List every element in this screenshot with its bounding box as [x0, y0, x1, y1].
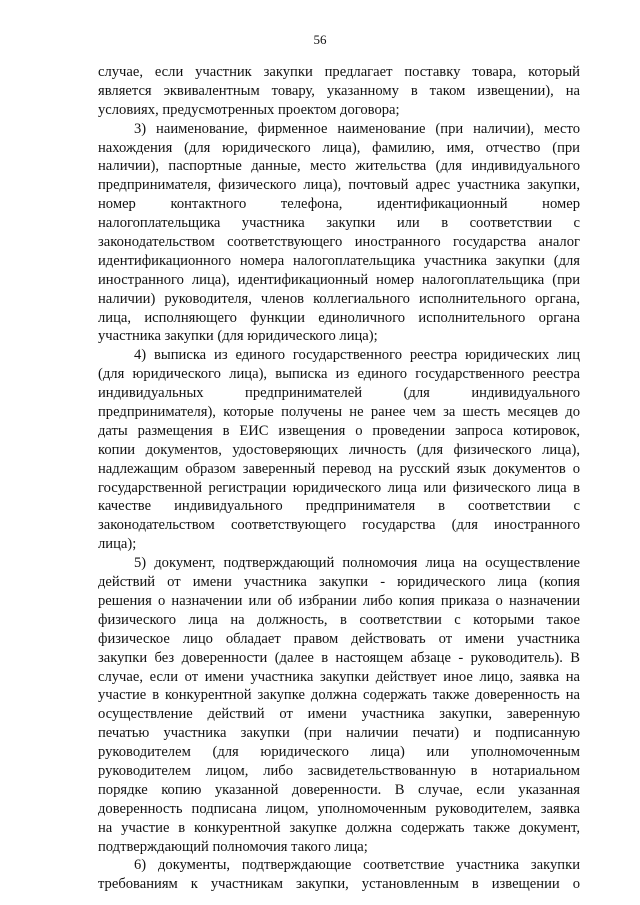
text-line: закупки без доверенности (далее в настоящем абзаце - руководитель). В [98, 649, 580, 666]
text-line: законодательством соответствующего государства (для иностранного [98, 517, 580, 534]
text-line: предпринимателя, физического лица), почтовый адрес участника закупки, [98, 177, 580, 194]
text-line: 3) наименование, фирменное наименование (при наличии), место [134, 120, 580, 137]
text-line: индивидуальных предпринимателей (для индивидуального [98, 385, 580, 402]
text-line: является эквивалентным товару, указанному в таком извещении), на [98, 82, 580, 99]
text-line: налогоплательщика участника закупки или в соответствии с [98, 215, 580, 232]
text-line: наличии) руководителя, членов коллегиального исполнительного органа, [98, 290, 580, 307]
text-line: случае, если от имени участника закупки действует иное лицо, заявка на [98, 668, 580, 685]
text-line: 6) документы, подтверждающие соответствие участника закупки [134, 857, 580, 874]
text-line: печатью участника закупки (при наличии печати) и подписанную [98, 725, 580, 742]
text-line: физическое лицо обладает правом действовать от имени участника [98, 630, 580, 647]
text-line: руководителем лицом, либо засвидетельствованную в нотариальном [98, 762, 580, 779]
text-line: надлежащим образом заверенный перевод на русский язык документов о [98, 460, 580, 477]
text-line: требованиям к участникам закупки, установленным в извещении о [98, 876, 580, 893]
text-line: качестве индивидуального предпринимателя в соответствии с [98, 498, 580, 515]
text-line: предпринимателя), которые получены не ранее чем за шесть месяцев до [98, 404, 580, 421]
text-line: лица); [98, 536, 137, 553]
text-line: осуществление действий от имени участника закупки, заверенную [98, 706, 580, 723]
text-line: идентификационного номера налогоплательщика участника закупки (для [98, 252, 580, 269]
text-line: условиях, предусмотренных проектом договора; [98, 101, 400, 118]
text-line: государственной регистрации юридического лица или физического лица в [98, 479, 580, 496]
text-line: 4) выписка из единого государственного реестра юридических лиц [134, 347, 580, 364]
text-line: (для юридического лица), выписка из единого государственного реестра [98, 366, 580, 383]
text-line: иностранного лица), идентификационный номер налогоплательщика (при [98, 271, 580, 288]
text-line: порядке копию указанной доверенности. В случае, если указанная [98, 781, 580, 798]
text-line: участника закупки (для юридического лица); [98, 328, 378, 345]
text-line: участие в конкурентной закупке должна содержать также доверенность на [98, 687, 580, 704]
text-line: лица, исполняющего функции единоличного исполнительного органа [98, 309, 580, 326]
text-line: на участие в конкурентной закупке должна содержать также документ, [98, 819, 580, 836]
text-line: доверенность подписана лицом, уполномоченным руководителем, заявка [98, 800, 580, 817]
text-line: нахождения (для юридического лица), фамилию, имя, отчество (при [98, 139, 580, 156]
text-line: руководителем (для юридического лица) или уполномоченным [98, 744, 580, 761]
text-line: 5) документ, подтверждающий полномочия лица на осуществление [134, 555, 580, 572]
document-body [98, 63, 580, 894]
text-line: даты размещения в ЕИС извещения о проведении запроса котировок, [98, 422, 580, 439]
page-number: 56 [313, 32, 327, 47]
text-line: номер контактного телефона, идентификационный номер [98, 196, 580, 213]
text-line: подтверждающий полномочия такого лица; [98, 838, 368, 855]
text-line: наличии), паспортные данные, место жительства (для индивидуального [98, 158, 580, 175]
text-line: решения о назначении или об избрании либо копия приказа о назначении [98, 592, 580, 609]
text-line: случае, если участник закупки предлагает поставку товара, который [98, 64, 580, 80]
text-line: копии документов, удостоверяющих личность (для физического лица), [98, 441, 580, 458]
text-line: физического лица на должность, в соответствии с которыми такое [98, 611, 580, 628]
text-line: законодательством соответствующего иностранного государства аналог [98, 234, 580, 251]
text-line: действий от имени участника закупки - юридического лица (копия [98, 574, 580, 591]
